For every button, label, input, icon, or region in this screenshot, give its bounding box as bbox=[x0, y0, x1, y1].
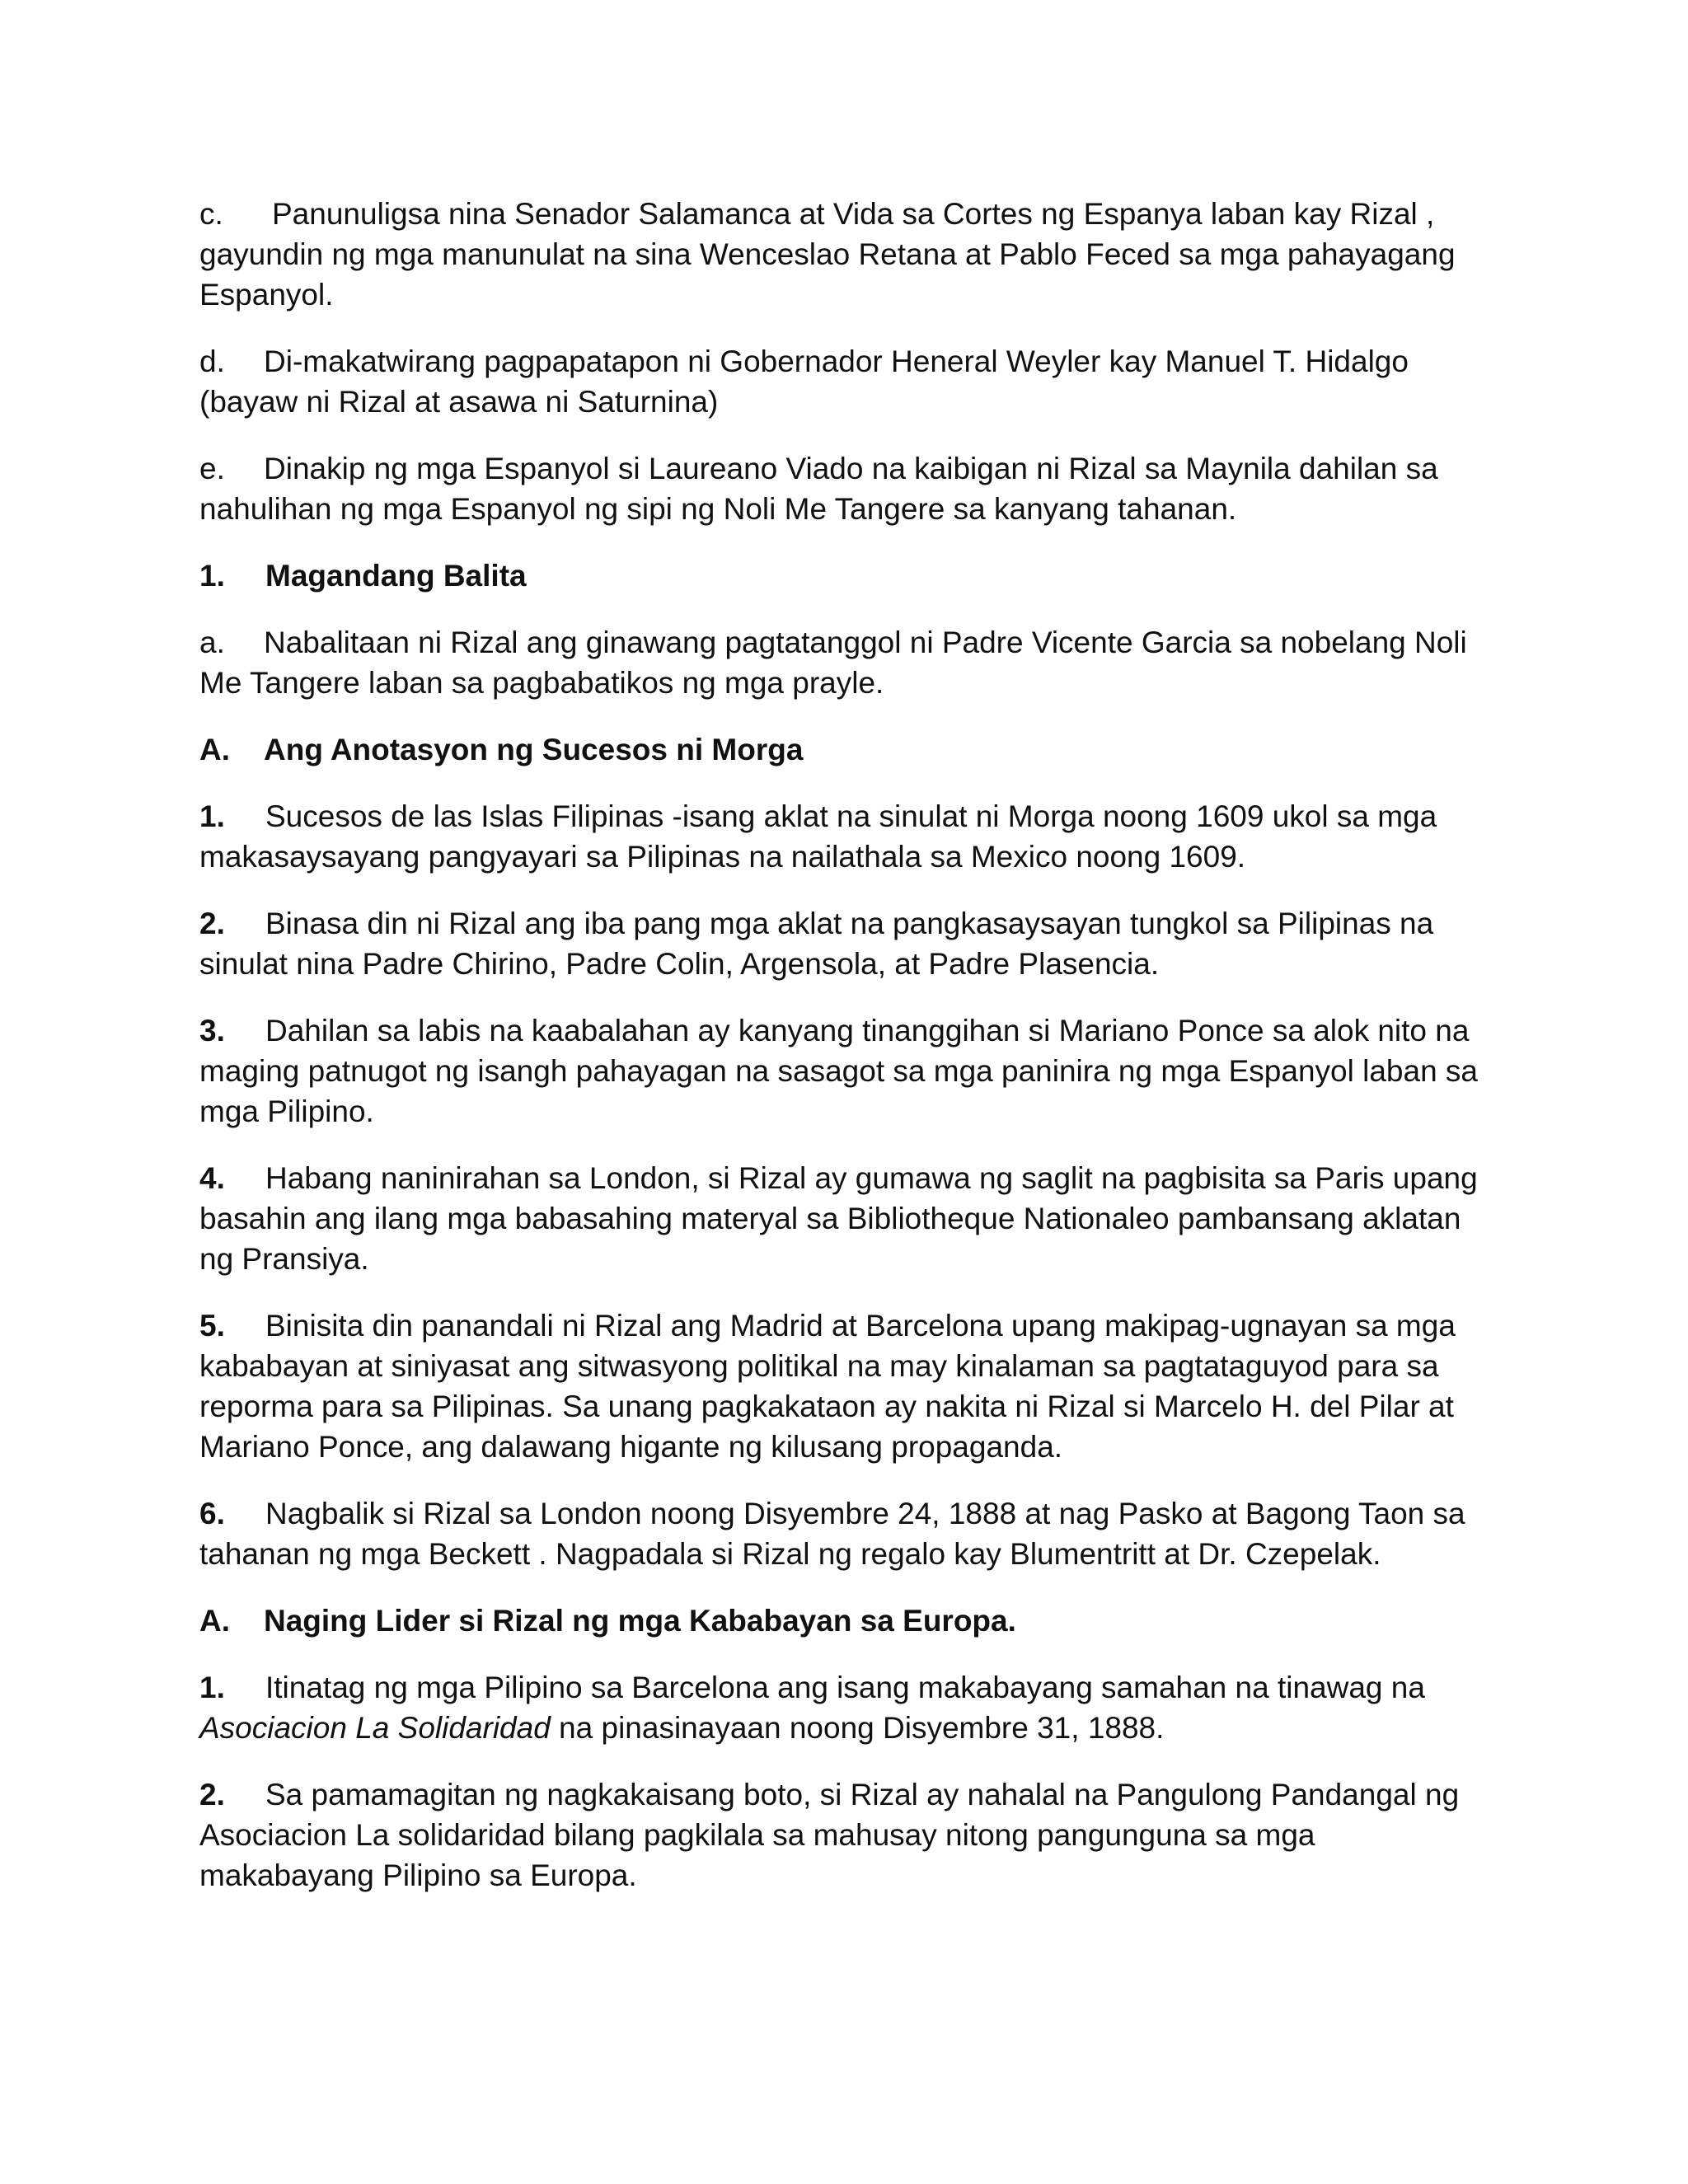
list-marker: c. bbox=[199, 197, 223, 231]
heading-marker: A. bbox=[199, 733, 230, 766]
heading-text: Magandang Balita bbox=[265, 559, 527, 593]
paragraph-text: Habang naninirahan sa London, si Rizal ay gumawa ng saglit na pagbisita sa Paris upang basahin ang ilang mga babasahing materyal sa Bibliotheque Nationaleo pambansang aklatan ng Pransiya. bbox=[199, 1161, 1478, 1276]
paragraph-text: Dahilan sa labis na kaabalahan ay kanyang tinanggihan si Mariano Ponce sa alok nito na maging patnugot ng isangh pahayagan na sasagot sa mga paninira ng mga Espanyol laban sa mga Pilipino. bbox=[199, 1014, 1479, 1128]
paragraph-text: Nabalitaan ni Rizal ang ginawang pagtatanggol ni Padre Vicente Garcia sa nobelang Noli Me Tangere laban sa pagbabatikos ng mga prayle. bbox=[199, 626, 1467, 700]
list-item-d bbox=[199, 341, 1485, 422]
list-item-3 bbox=[199, 1010, 1485, 1132]
list-item-c bbox=[199, 194, 1485, 315]
list-marker: 5. bbox=[199, 1309, 225, 1343]
paragraph-text: Binisita din panandali ni Rizal ang Madrid at Barcelona upang makipag-ugnayan sa mga kababayan at siniyasat ang sitwasyong politikal na may kinalaman sa pagtataguyod para sa reporma para sa Pilipinas. Sa unang pagkakataon ay nakita ni Rizal si Marcelo H. del Pilar at Mariano Ponce, ang dalawang higante ng kilusang propaganda. bbox=[199, 1309, 1456, 1464]
paragraph-text: Di-makatwirang pagpapatapon ni Gobernador Heneral Weyler kay Manuel T. Hidalgo (bayaw ni Rizal at asawa ni Saturnina) bbox=[199, 344, 1409, 419]
list-marker: e. bbox=[199, 452, 225, 485]
paragraph-text: Binasa din ni Rizal ang iba pang mga aklat na pangkasaysayan tungkol sa Pilipinas na sinulat nina Padre Chirino, Padre Colin, Argensola, at Padre Plasencia. bbox=[199, 907, 1434, 981]
list-item-5 bbox=[199, 1305, 1485, 1467]
paragraph-text: Sa pamamagitan ng nagkakaisang boto, si Rizal ay nahalal na Pangulong Pandangal ng Asociacion La solidaridad bilang pagkilala sa mahusay nitong pangunguna sa mga makabayang Pilipino sa Europa. bbox=[199, 1778, 1460, 1892]
list-marker: a. bbox=[199, 626, 225, 659]
list-marker: 1. bbox=[199, 1671, 225, 1704]
list-item-2 bbox=[199, 903, 1485, 984]
section-heading-naging-lider bbox=[199, 1601, 1485, 1641]
paragraph-text: Dinakip ng mga Espanyol si Laureano Viado na kaibigan ni Rizal sa Maynila dahilan sa nahulihan ng mga Espanyol ng sipi ng Noli Me Tangere sa kanyang tahanan. bbox=[199, 452, 1438, 526]
list-marker: 1. bbox=[199, 799, 225, 833]
italic-organization-name: Asociacion La Solidaridad bbox=[199, 1711, 551, 1745]
list-item-1 bbox=[199, 796, 1485, 877]
list-item-e bbox=[199, 448, 1485, 529]
paragraph-text: Itinatag ng mga Pilipino sa Barcelona ang isang makabayang samahan na tinawag na bbox=[265, 1671, 1425, 1704]
document-body bbox=[199, 194, 1485, 1922]
paragraph-text: Sucesos de las Islas Filipinas -isang aklat na sinulat ni Morga noong 1609 ukol sa mga makasaysayang pangyayari sa Pilipinas na nailathala sa Mexico noong 1609. bbox=[199, 799, 1437, 874]
heading-marker: A. bbox=[199, 1604, 230, 1638]
heading-text: Ang Anotasyon ng Sucesos ni Morga bbox=[264, 733, 804, 766]
list-item-1b bbox=[199, 1667, 1485, 1748]
heading-marker: 1. bbox=[199, 559, 225, 593]
list-item-4 bbox=[199, 1158, 1485, 1279]
list-marker: 3. bbox=[199, 1014, 225, 1047]
list-marker: 2. bbox=[199, 1778, 225, 1811]
list-item-a bbox=[199, 622, 1485, 703]
list-item-2b bbox=[199, 1774, 1485, 1896]
list-marker: 2. bbox=[199, 907, 225, 940]
paragraph-text: Nagbalik si Rizal sa London noong Disyembre 24, 1888 at nag Pasko at Bagong Taon sa tahanan ng mga Beckett . Nagpadala si Rizal ng regalo kay Blumentritt at Dr. Czepelak. bbox=[199, 1497, 1465, 1571]
list-item-6 bbox=[199, 1493, 1485, 1574]
list-marker: d. bbox=[199, 344, 225, 378]
heading-text: Naging Lider si Rizal ng mga Kababayan sa Europa. bbox=[264, 1604, 1016, 1638]
section-heading-anotasyon bbox=[199, 729, 1485, 770]
list-marker: 4. bbox=[199, 1161, 225, 1195]
list-marker: 6. bbox=[199, 1497, 225, 1530]
paragraph-text: Panunuligsa nina Senador Salamanca at Vida sa Cortes ng Espanya laban kay Rizal , gayundin ng mga manunulat na sina Wenceslao Retana at Pablo Feced sa mga pahayagang Espanyol. bbox=[199, 197, 1456, 312]
paragraph-text-after: na pinasinayaan noong Disyembre 31, 1888. bbox=[550, 1711, 1165, 1745]
section-heading-magandang-balita bbox=[199, 555, 1485, 596]
